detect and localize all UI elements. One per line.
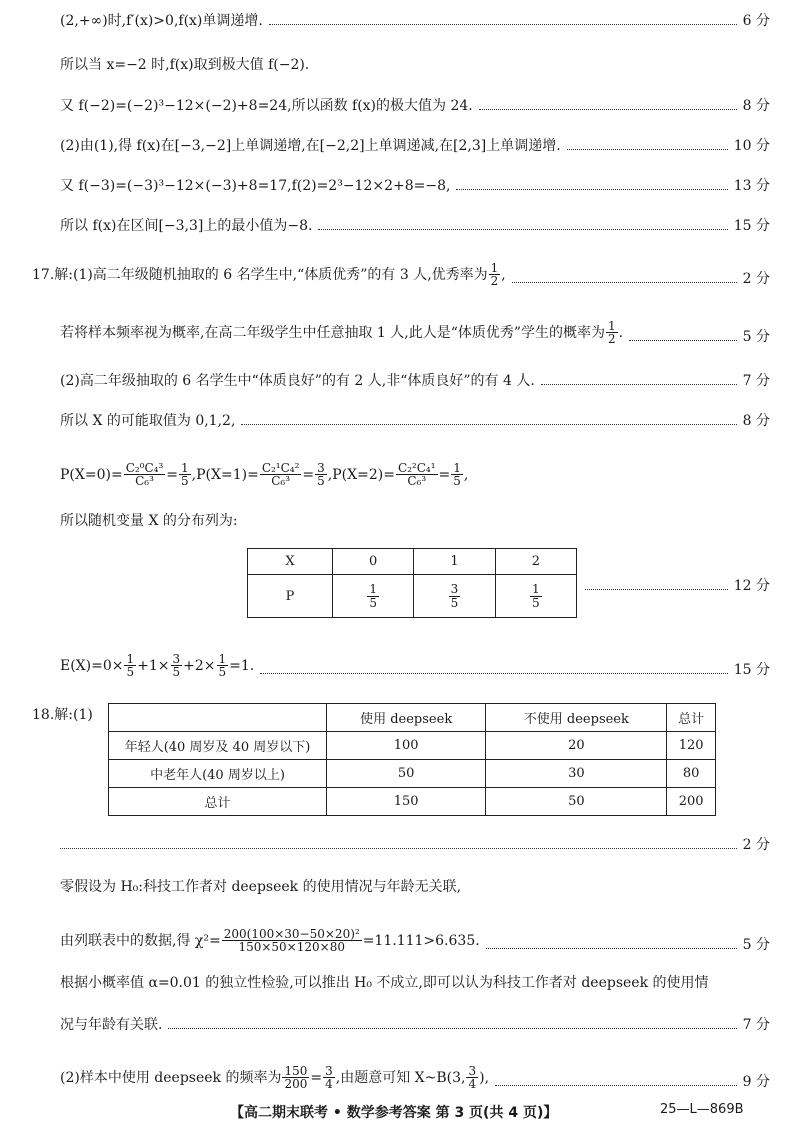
score: 6 分 [742,13,770,29]
q18-hypothesis: 零假设为 H₀:科技工作者对 deepseek 的使用情况与年龄无关联, [60,879,462,895]
line-4: (2)由(1),得 f(x)在[−3,−2]上单调递增,在[−2,2]上单调递减,在[2,3]上单调递增. 10 分 [60,138,770,154]
q17-line-4: 所以 X 的可能取值为 0,1,2, 8 分 [60,413,770,429]
q18-conclusion-2: 况与年龄有关联. 7 分 [60,1017,770,1033]
line-5: 又 f(−3)=(−3)³−12×(−3)+8=17,f(2)=2³−12×2+8=−8, 13 分 [60,178,770,194]
q17-expectation: E(X)=0× $\frac{1}{5}$ +1× $\frac{3}{5}$ +2× $\frac{1}{5}$ =1. 15 分 [60,651,770,680]
q17-line-3: (2)高二年级抽取的 6 名学生中“体质良好”的有 2 人,非“体质良好”的有 4 人. 7 分 [60,373,770,389]
page-footer: 【高二期末联考 • 数学参考答案 第 3 页(共 4 页)】 [230,1105,558,1121]
line-2: 所以当 x=−2 时,f(x)取到极大值 f(−2). [60,57,310,73]
q17-table-score: 12 分 [585,573,770,595]
line-1: (2,+∞)时,f′(x)>0,f(x)单调递增. 6 分 [60,8,770,30]
line-3: 又 f(−2)=(−2)³−12×(−2)+8=24,所以函数 f(x)的极大值为 24. 8 分 [60,98,770,114]
table-row: P $\frac{1}{5}$ $\frac{3}{5}$ $\frac{1}{5}$ [248,575,577,618]
q18-conclusion-1: 根据小概率值 α=0.01 的独立性检验,可以推出 H₀ 不成立,即可以认为科技工作者对 deepseek 的使用情 [60,975,709,991]
q17-probabilities: P(X=0)= $\frac{\text{C₂⁰C₄³}}{\text{C₆³}}$ = $\frac{1}{5}$ ,P(X=1)= $\frac{\text{C₂¹C₄²}}{\text{C₆³}}$ = $\frac{3}{5}$ ,P(X=2)= $\frac{\text{C₂²C₄¹}}{\text{C₆³}}$ = $\frac{1}{5}$ , [60,460,469,489]
q17-line-dist: 所以随机变量 X 的分布列为: [60,513,238,529]
q17-line-1: 17.解:(1)高二年级随机抽取的 6 名学生中,“体质优秀”的有 3 人,优秀率为 $\frac{1}{2}$ , 2 分 [32,260,770,289]
q18-label: 18.解:(1) [32,707,93,723]
line-6: 所以 f(x)在区间[−3,3]上的最小值为−8. 15 分 [60,218,770,234]
contingency-table [108,703,716,816]
table-row: 年轻人(40 周岁及 40 周岁以下) 100 20 120 [109,732,716,760]
q17-line-2: 若将样本频率视为概率,在高二年级学生中任意抽取 1 人,此人是“体质优秀”学生的概率为 $\frac{1}{2}$ . 5 分 [60,318,770,347]
table-row: X 0 1 2 [248,549,577,575]
table-row: 中老年人(40 周岁以上) 50 30 80 [109,760,716,788]
q18-part2: (2)样本中使用 deepseek 的频率为 $\frac{150}{200}$ = $\frac{3}{4}$ ,由题意可知 X~B(3, $\frac{3}{4}$ ), 9 分 [60,1063,770,1092]
table-row: 使用 deepseek 不使用 deepseek 总计 [109,704,716,732]
table-row: 总计 150 50 200 [109,788,716,816]
distribution-table [247,548,577,618]
document-code: 25—L—869B [660,1102,744,1117]
q18-table-score: 2 分 [60,832,770,854]
q18-chi-square: 由列联表中的数据,得 χ²= $\frac{\text{200(100×30−50×20)²}}{150\times 50\times 120\times 80}$ =11.111>6.635. 5 分 [60,926,770,955]
